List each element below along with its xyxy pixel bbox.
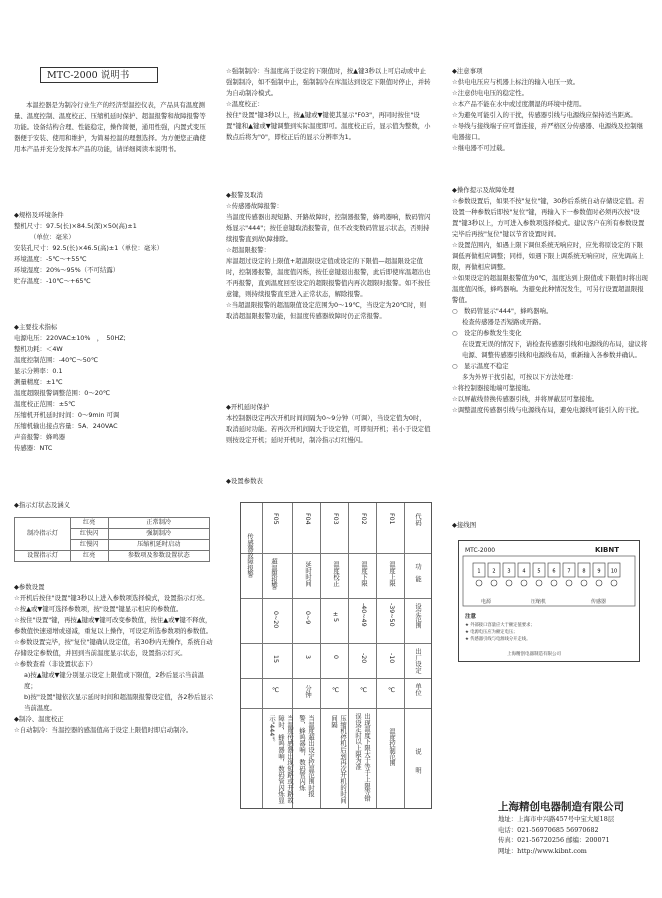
param-range: -39~50	[388, 603, 395, 627]
param-code: F05	[272, 513, 279, 525]
indicator-state: 红亮	[70, 518, 108, 529]
terminal-number: 8	[582, 568, 586, 575]
param-set-line: ☆按住"设置"键，再按▲键或▼键可改变参数值，按住▲或▼键不释放，参数值快速递增或递减，重复以上操作，可设定所选参数项的参数值。	[14, 616, 213, 635]
indicator-name: 设置指示灯	[15, 551, 71, 562]
alarm-heading: ◆报警及取消	[226, 191, 263, 199]
tech-line: 声音报警：蜂鸣器	[14, 433, 66, 441]
alarm-section	[226, 190, 432, 322]
param-note: 当温度传感器出现短路或开路故障时，蜂鸣器响，数码管闪烁显示"444"。	[268, 715, 293, 804]
param-note: 当温度超出设定控温范围时报警，蜂鸣器响，数码管闪烁	[298, 715, 314, 797]
notice-heading: ◆注意事项	[452, 67, 483, 75]
company-website[interactable]: 网址：http://www.kibnt.com	[498, 846, 587, 855]
side-note: 传感器故障报警	[246, 533, 253, 578]
label-power: 电源	[481, 599, 492, 605]
spec-line: （单位：毫米）	[14, 233, 75, 241]
terminal-screw	[611, 580, 617, 586]
notice-line: ☆导线与接线端子应可靠连接，并严格区分传感器、电源线及控制继电器接口。	[452, 122, 644, 141]
terminal-number: 10	[610, 568, 618, 575]
table-row	[15, 551, 210, 562]
table-divider	[241, 678, 431, 679]
indicator-meaning: 压缩机延时启动	[108, 540, 209, 551]
cool-heading: ◆制冷、温度校正	[14, 715, 64, 723]
col2-line: ☆温度校正：	[226, 100, 264, 108]
header-function: 功 能	[414, 563, 421, 582]
tech-line: 传感器：NTC	[14, 444, 53, 452]
faults-line: ☆以屏蔽线替换传感器引线，并将屏蔽层可靠接地。	[452, 395, 599, 403]
notice-line: ☆继电器不可过载。	[452, 144, 509, 152]
table-divider	[241, 553, 431, 554]
faults-line: ○ 显示温度不稳定	[452, 362, 509, 370]
spec-line: 环境温度：-5℃～+55℃	[14, 255, 87, 263]
faults-line: 在设置无误的情况下，请检查传感器引线和电源线的布局，建议将电源、调整传感器引线和电源线布局，重新输入各参数并确认。	[462, 340, 648, 359]
faults-line: ☆参数设置后，如果不按"复位"键，30秒后系统自动存储设定值。若设置一种参数后即按"复位"键，再输入下一参数值时必须再次按"设置"键3秒以上，方可进入参数项选择模式。建议客户在所有参数设置完毕后再按"复位"键以节省设置时间。	[452, 197, 645, 238]
spec-line: 贮存温度：-10℃～+65℃	[14, 277, 91, 285]
indicator-meaning: 正常制冷	[108, 518, 209, 529]
delay-heading: ◆开机延时保护	[226, 403, 270, 411]
param-code: F03	[332, 513, 339, 525]
param-set-line: ☆参数设置完毕，按"复位"键确认设定值，若30秒内无操作，系统自动存储设定参数值，并回到当前温度显示状态，设置指示灯灭。	[14, 638, 213, 657]
faults-line: ☆调整温度传感器引线与电源线布局，避免电源线可能引入的干扰。	[452, 406, 644, 414]
cooling-section	[226, 66, 432, 143]
alarm-line: ☆传感器故障报警：	[226, 202, 283, 210]
faults-line: ○ 设定的参数发生变化	[452, 329, 522, 337]
warning-line: ★ 电源电压应为额定电压；	[465, 630, 518, 635]
terminal-number: 1	[477, 568, 481, 575]
delay-section	[226, 402, 432, 446]
terminal-screw	[521, 580, 527, 586]
param-default: -20	[360, 653, 367, 664]
label-compressor: 压缩机	[531, 599, 547, 605]
param-code: F04	[304, 513, 311, 525]
spec-section	[14, 210, 214, 287]
label-sensor: 传感器	[591, 599, 607, 605]
tech-line: 显示分辨率：0.1	[14, 367, 63, 375]
spec-line: 环境湿度：20%～95%（不可结露）	[14, 266, 120, 274]
table-divider	[241, 708, 431, 709]
company-address: 地址：上海市中兴路457号中宝大厦18层	[498, 815, 615, 823]
terminal-screw	[551, 580, 557, 586]
param-note: 压缩机停机后到再次开机的时间间隔	[330, 715, 346, 804]
intro-text: 本温控器是为制冷行业生产的经济型温控仪表，产品具有温度测量、温度控制、温度校正、压缩机延时保护、超温报警和故障报警等功能。设备结构合理、性能稳定，操作简便，通用性强，内置式变压器便于安装、使用和维护，为简易控温的理想选择。为方便您正确使用本产品并充分发挥本产品的功能，请详细阅读本说明书。	[14, 101, 206, 153]
tech-line: 温度校正范围：±5℃	[14, 400, 76, 408]
warning-line: ★ 外部接口容量应大于额定值要求；	[465, 623, 535, 628]
notice-line: ☆供电电压应与机器上标注的输入电压一致。	[452, 78, 580, 86]
param-function: 延时时间	[304, 561, 311, 587]
manual-title: MTC-2000 说明书	[40, 67, 158, 83]
faults-line: ☆设置范围内，如遇上限下调但系统无响应时，应先将原设定的下限调低再做相应调整；同样，如遇下限上调系统无响应时，应先调高上限，再做相应调整。	[452, 241, 644, 271]
terminal-number: 4	[522, 568, 526, 575]
param-set-line: ☆开机后按住"设置"键3秒以上进入参数项选择模式，设置指示灯亮。	[14, 594, 209, 602]
terminal-screw	[536, 580, 542, 586]
terminal-number: 3	[507, 568, 511, 575]
param-unit: ℃	[388, 687, 395, 694]
tech-section	[14, 322, 214, 454]
terminal-screw	[491, 580, 497, 586]
faults-line: ○ 数码管显示"444"，蜂鸣器响。	[452, 307, 553, 315]
company-fax: 传真：021-56720256 邮编：200071	[498, 836, 610, 844]
tech-line: 整机功耗：＜4W	[14, 345, 63, 353]
indicator-state: 红慢闪	[70, 540, 108, 551]
tech-line: 压缩机开机延时时间：0～9min 可调	[14, 411, 120, 419]
company-phone: 电话：021-56970685 56970682	[498, 825, 599, 834]
param-code: F01	[388, 513, 395, 525]
table-divider	[241, 598, 431, 599]
param-range: 0~20	[272, 611, 279, 629]
param-note: 温度控制范围	[388, 728, 395, 766]
indicator-table	[14, 517, 210, 562]
param-unit: 分钟	[304, 685, 311, 698]
param-function: 温度上限	[388, 561, 395, 587]
params-heading: ◆设置参数表	[226, 477, 263, 485]
terminal-screw	[476, 580, 482, 586]
header-unit: 单位	[414, 683, 421, 696]
param-function: 超温限报警	[270, 558, 277, 590]
terminal-number: 7	[567, 568, 571, 575]
terminal-number: 9	[597, 568, 601, 575]
delay-text: 本控制器设定再次开机时间间隔为0~9分钟（可调），当设定值为0时，取消延时功能。若再次开机间隔大于设定值，可即刻开机；若小于设定值则按设定开机；延时开机时，制冷指示灯红慢闪。	[226, 414, 431, 444]
wiring-diagram	[458, 540, 640, 662]
param-set-heading: ◆参数设置	[14, 583, 45, 591]
param-function: 温度下限	[360, 561, 367, 587]
terminal-screw	[581, 580, 587, 586]
notice-line: ☆本产品不能在水中或过度潮湿的环境中使用。	[452, 100, 586, 108]
param-range: 0~9	[304, 611, 311, 625]
param-code: F02	[360, 513, 367, 525]
indicator-meaning: 参数项及参数设置状态	[108, 551, 209, 562]
notice-line: ☆为避免可能引入的干扰，传感器引线与电源线应保持适当距离。	[452, 111, 637, 119]
param-set-line: ☆按▲或▼键可选择参数项，按"设置"键显示相应的参数值。	[14, 605, 183, 613]
notice-line: ☆注意供电电压的稳定性。	[452, 89, 529, 97]
company-info	[498, 800, 624, 856]
tech-heading: ◆主要技术指标	[14, 323, 58, 331]
terminal-number: 2	[492, 568, 496, 575]
param-note: 出现温度下限大于等于上限等错误设定时以上限为准	[354, 713, 370, 802]
diagram-brand: KIBNT	[595, 546, 619, 554]
param-unit: ℃	[360, 687, 367, 694]
param-default: 0	[332, 655, 339, 660]
param-default: 15	[272, 655, 279, 664]
faults-line: ☆将控制器接地端可靠接地。	[452, 384, 535, 392]
alarm-line: 库温超过设定的上限值+超温限设定值或设定的下限值—超温限设定值时，控制器报警，温度值闪烁，按任意键退出报警，此后即使库温超出也不再报警，直到温度回至设定的超限报警值内再次超限时报警。如不按任意键，则持续报警直至进入正常状态，解除报警。	[226, 257, 431, 298]
parameter-table	[240, 502, 432, 809]
header-code: 代码	[414, 513, 421, 526]
header-range: 设定范围	[414, 603, 421, 629]
indicator-state: 红亮	[70, 551, 108, 562]
spec-line: 安装孔尺寸：92.5(长)×46.5(高)±1（单位：毫米）	[14, 244, 164, 252]
param-range: -40~49	[360, 603, 367, 627]
wiring-diagram-svg	[459, 541, 639, 661]
table-row	[15, 518, 210, 529]
alarm-line: ☆当超温限报警的超温限值设定范围为0～19℃，当设定为20℃时，则取消超温限报警功能，但温度传感器故障时仍正常报警。	[226, 301, 427, 320]
tech-line: 温度超限报警调整范围：0～20℃	[14, 389, 111, 397]
company-name: 上海精创电器制造有限公司	[498, 801, 624, 813]
param-range: ±5	[332, 611, 339, 623]
faults-line: 多为外界干扰引起，可按以下方法处理：	[462, 373, 578, 381]
faults-section	[452, 185, 648, 416]
param-function: 温度校正	[332, 561, 339, 587]
wiring-heading: ◆接线图	[452, 521, 477, 529]
warning-title: 注意	[465, 614, 477, 620]
warning-line: ★ 传感器引线与电源线分开走线。	[465, 637, 531, 642]
terminal-screw	[506, 580, 512, 586]
faults-line: 检查传感器是否短路或开路。	[462, 318, 546, 326]
col2-line: 按住"设置"键3秒以上，按▲键或▼键使其显示"F03"，再同时按住"设置"键和▲键或▼键调整到实际温度即可。温度校正后，显示值为整数，小数点后将为"0"，即校正后的显示分辨率为1。	[226, 111, 431, 141]
indicator-meaning: 强制制冷	[108, 529, 209, 540]
table-divider	[241, 643, 431, 644]
indicator-name: 制冷指示灯	[15, 518, 71, 551]
terminal-number: 5	[537, 568, 541, 575]
terminal-screw	[566, 580, 572, 586]
param-default: 3	[304, 655, 311, 660]
param-set-line: ☆参数查看（非设置状态下）	[14, 660, 97, 668]
header-default: 出厂设定	[414, 648, 421, 674]
param-unit: ℃	[332, 687, 339, 694]
param-default: -10	[388, 653, 395, 664]
terminal-strip	[473, 563, 620, 586]
header-note: 说 明	[414, 748, 421, 774]
faults-line: ☆如果设定的超温限报警值为0℃，温度达到上限值或下限值时将出现温度值闪烁，蜂鸣器响。为避免此种情况发生，可另行设置超温限报警值。	[452, 274, 648, 304]
terminal-number: 6	[552, 568, 556, 575]
indicator-heading: ◆指示灯状态及涵义	[14, 501, 71, 509]
tech-line: 电源电压：220VAC±10% ， 50HZ;	[14, 334, 126, 342]
col2-line: ☆强制制冷：当温度高于设定的下限值时，按▲键3秒以上可启动或中止强制制冷，如不强制中止，强制制冷在库温达到设定下限值时停止，并转为自动制冷模式。	[226, 67, 431, 97]
param-set-line: b)按"设置"键依次显示延时时间和超温限报警设定值，各2秒后显示当前温度。	[24, 693, 214, 712]
cool-line: ☆自动制冷：当温控器的感温值高于设定上限值时即启动制冷。	[14, 726, 193, 734]
param-set-section	[14, 582, 214, 736]
param-unit: ℃	[272, 687, 279, 694]
tech-line: 测量精度：±1℃	[14, 378, 63, 386]
faults-heading: ◆操作提示及故障处理	[452, 186, 515, 194]
diagram-maker: 上海精创电器制造有限公司	[507, 652, 561, 657]
alarm-line: 当温度传感器出现短路、开路故障时，控制器报警，蜂鸣器响，数码管闪烁显示"444"；按任意键取消报警音，但不改变数码管显示状态，否则持续报警直到故\障排除。	[226, 213, 431, 243]
tech-line: 压缩机输出接点容量：5A．240VAC	[14, 422, 118, 430]
spec-heading: ◆规格及环境条件	[14, 211, 64, 219]
diagram-model: MTC-2000	[465, 547, 496, 554]
terminal-screw	[596, 580, 602, 586]
tech-line: 温度控制范围：-40℃～50℃	[14, 356, 99, 364]
param-set-line: a)按▲键或▼键分别显示设定上限值或下限值，2秒后显示当前温度；	[24, 671, 205, 690]
spec-line: 整机尺寸：97.5(长)×84.5(深)×50(高)±1	[14, 222, 137, 230]
notice-section	[452, 66, 648, 154]
alarm-line: ☆超温限报警：	[226, 246, 271, 254]
indicator-state: 红快闪	[70, 529, 108, 540]
